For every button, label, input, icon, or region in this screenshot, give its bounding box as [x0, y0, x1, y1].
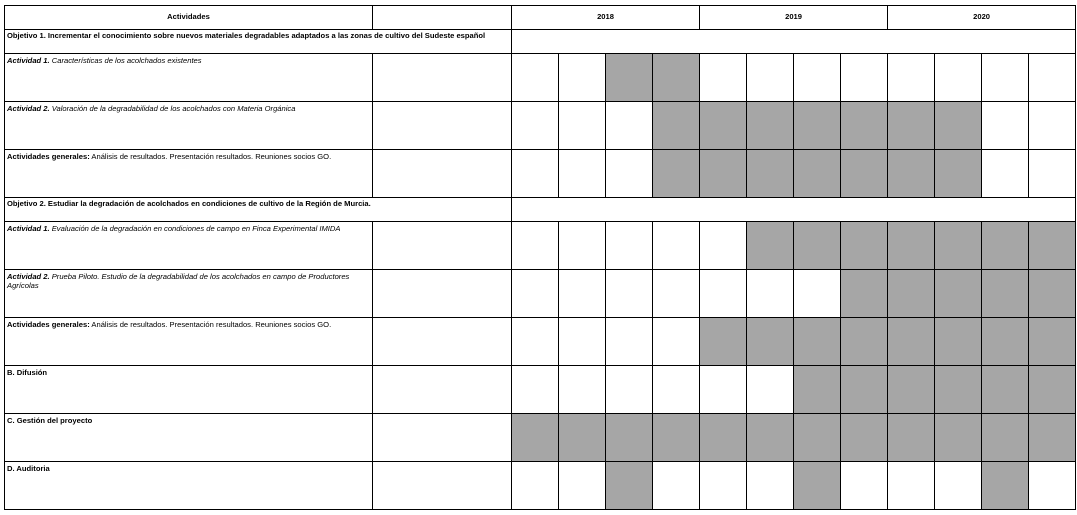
timeline-cell-empty: [1029, 462, 1076, 510]
timeline-cell-empty: [606, 270, 653, 318]
timeline-cell-filled: [794, 366, 841, 414]
activity-blank-cell: [373, 366, 512, 414]
activity-description: [5, 222, 373, 270]
timeline-cell-empty: [935, 54, 982, 102]
activity-text: Análisis de resultados. Presentación resultados. Reuniones socios GO.: [89, 320, 332, 329]
timeline-cell-empty: [888, 54, 935, 102]
timeline-cell-empty: [512, 102, 559, 150]
timeline-cell-filled: [888, 414, 935, 462]
activity-description: [5, 102, 373, 150]
timeline-cell-filled: [841, 318, 888, 366]
activity-label: B. Difusión: [7, 368, 48, 377]
timeline-cell-empty: [700, 462, 747, 510]
activity-blank-cell: [373, 150, 512, 198]
timeline-cell-filled: [606, 54, 653, 102]
timeline-cell-filled: [841, 414, 888, 462]
timeline-cell-filled: [559, 414, 606, 462]
activity-row: [5, 102, 1076, 150]
activity-label: Actividad 2.: [7, 104, 50, 113]
timeline-cell-empty: [606, 318, 653, 366]
activity-row: [5, 150, 1076, 198]
timeline-cell-empty: [747, 270, 794, 318]
timeline-cell-filled: [1029, 222, 1076, 270]
activity-row: [5, 414, 1076, 462]
activity-description: [5, 150, 373, 198]
timeline-cell-empty: [559, 222, 606, 270]
activity-blank-cell: [373, 102, 512, 150]
blank-header: [373, 6, 512, 30]
timeline-cell-filled: [1029, 270, 1076, 318]
timeline-cell-filled: [794, 102, 841, 150]
timeline-cell-empty: [1029, 54, 1076, 102]
activity-description: [5, 462, 373, 510]
timeline-cell-filled: [935, 270, 982, 318]
objective-title: Objetivo 1. Incrementar el conocimiento sobre nuevos materiales degradables adaptados a las zonas de cultivo del Sudeste español: [5, 30, 512, 54]
timeline-cell-empty: [888, 462, 935, 510]
timeline-cell-empty: [559, 270, 606, 318]
activity-row: [5, 270, 1076, 318]
activity-description: [5, 270, 373, 318]
timeline-cell-filled: [888, 366, 935, 414]
activity-blank-cell: [373, 462, 512, 510]
objective-title: Objetivo 2. Estudiar la degradación de acolchados en condiciones de cultivo de la Región de Murcia.: [5, 198, 512, 222]
timeline-cell-filled: [794, 150, 841, 198]
timeline-cell-filled: [935, 102, 982, 150]
timeline-cell-filled: [794, 414, 841, 462]
timeline-cell-filled: [700, 318, 747, 366]
timeline-cell-filled: [982, 318, 1029, 366]
timeline-cell-empty: [747, 54, 794, 102]
timeline-cell-empty: [512, 462, 559, 510]
timeline-cell-filled: [653, 102, 700, 150]
activity-blank-cell: [373, 222, 512, 270]
timeline-cell-filled: [982, 222, 1029, 270]
timeline-cell-filled: [841, 222, 888, 270]
timeline-cell-empty: [653, 222, 700, 270]
timeline-cell-filled: [935, 150, 982, 198]
timeline-cell-empty: [653, 270, 700, 318]
timeline-cell-empty: [841, 462, 888, 510]
timeline-cell-filled: [982, 462, 1029, 510]
activity-blank-cell: [373, 318, 512, 366]
timeline-cell-empty: [794, 54, 841, 102]
timeline-cell-filled: [747, 318, 794, 366]
timeline-cell-empty: [512, 54, 559, 102]
timeline-cell-empty: [982, 150, 1029, 198]
activity-description: [5, 366, 373, 414]
timeline-cell-empty: [512, 270, 559, 318]
timeline-cell-filled: [841, 150, 888, 198]
activity-description: [5, 54, 373, 102]
timeline-cell-filled: [982, 270, 1029, 318]
timeline-cell-empty: [700, 270, 747, 318]
timeline-cell-filled: [935, 318, 982, 366]
timeline-cell-filled: [935, 222, 982, 270]
timeline-cell-empty: [512, 222, 559, 270]
timeline-cell-empty: [606, 102, 653, 150]
activity-label: D. Auditoria: [7, 464, 50, 473]
timeline-cell-empty: [747, 366, 794, 414]
gantt-table: [4, 5, 1076, 510]
timeline-cell-filled: [512, 414, 559, 462]
activity-description: [5, 318, 373, 366]
activity-description: [5, 414, 373, 462]
timeline-cell-empty: [559, 366, 606, 414]
activity-text: Evaluación de la degradación en condiciones de campo en Finca Experimental IMIDA: [49, 224, 341, 233]
timeline-cell-filled: [747, 414, 794, 462]
year-header-2019: 2019: [700, 6, 888, 30]
activity-text: Análisis de resultados. Presentación resultados. Reuniones socios GO.: [89, 152, 332, 161]
timeline-cell-filled: [982, 366, 1029, 414]
timeline-cell-filled: [747, 222, 794, 270]
year-header-2020: 2020: [888, 6, 1076, 30]
activities-header: Actividades: [5, 6, 373, 30]
timeline-cell-filled: [888, 150, 935, 198]
timeline-cell-filled: [700, 150, 747, 198]
timeline-cell-empty: [700, 366, 747, 414]
activity-row: [5, 366, 1076, 414]
objective-row: [5, 198, 1076, 222]
timeline-cell-filled: [794, 222, 841, 270]
timeline-cell-empty: [653, 462, 700, 510]
activity-blank-cell: [373, 54, 512, 102]
objective-timeline-blank: [512, 198, 1076, 222]
timeline-cell-empty: [512, 318, 559, 366]
timeline-cell-filled: [1029, 414, 1076, 462]
activity-label: Actividad 1.: [7, 224, 50, 233]
year-header-2018: 2018: [512, 6, 700, 30]
activity-row: [5, 462, 1076, 510]
activity-text: Valoración de la degradabilidad de los acolchados con Materia Orgánica: [49, 104, 296, 113]
timeline-cell-empty: [700, 222, 747, 270]
timeline-cell-empty: [700, 54, 747, 102]
timeline-cell-empty: [653, 318, 700, 366]
timeline-cell-filled: [1029, 318, 1076, 366]
timeline-cell-filled: [653, 150, 700, 198]
timeline-cell-empty: [606, 150, 653, 198]
timeline-cell-filled: [747, 102, 794, 150]
objective-row: [5, 30, 1076, 54]
timeline-cell-empty: [559, 102, 606, 150]
activity-label: Actividad 1.: [7, 56, 50, 65]
activity-row: [5, 318, 1076, 366]
timeline-cell-filled: [794, 318, 841, 366]
timeline-cell-empty: [935, 462, 982, 510]
timeline-cell-filled: [747, 150, 794, 198]
timeline-cell-filled: [1029, 366, 1076, 414]
timeline-cell-empty: [982, 102, 1029, 150]
timeline-cell-empty: [606, 366, 653, 414]
timeline-cell-empty: [1029, 150, 1076, 198]
timeline-cell-empty: [559, 150, 606, 198]
timeline-cell-empty: [1029, 102, 1076, 150]
timeline-cell-filled: [982, 414, 1029, 462]
timeline-cell-empty: [559, 462, 606, 510]
timeline-cell-empty: [747, 462, 794, 510]
timeline-cell-filled: [888, 318, 935, 366]
timeline-cell-empty: [982, 54, 1029, 102]
activity-label: Actividades generales:: [7, 152, 90, 161]
timeline-cell-filled: [653, 414, 700, 462]
activity-text: Características de los acolchados existentes: [49, 56, 202, 65]
timeline-cell-empty: [794, 270, 841, 318]
timeline-cell-filled: [794, 462, 841, 510]
activity-label: C. Gestión del proyecto: [7, 416, 93, 425]
timeline-cell-filled: [888, 270, 935, 318]
timeline-cell-filled: [888, 102, 935, 150]
header-row: [5, 6, 1076, 30]
timeline-cell-filled: [653, 54, 700, 102]
activity-label: Actividad 2.: [7, 272, 50, 281]
timeline-cell-filled: [700, 414, 747, 462]
timeline-cell-filled: [935, 414, 982, 462]
timeline-cell-filled: [700, 102, 747, 150]
timeline-cell-filled: [841, 366, 888, 414]
timeline-cell-filled: [888, 222, 935, 270]
timeline-cell-empty: [559, 54, 606, 102]
activity-row: [5, 222, 1076, 270]
timeline-cell-empty: [512, 150, 559, 198]
timeline-cell-filled: [606, 462, 653, 510]
timeline-cell-filled: [841, 270, 888, 318]
timeline-cell-empty: [559, 318, 606, 366]
objective-timeline-blank: [512, 30, 1076, 54]
timeline-cell-filled: [841, 102, 888, 150]
activity-blank-cell: [373, 414, 512, 462]
timeline-cell-filled: [935, 366, 982, 414]
timeline-cell-empty: [653, 366, 700, 414]
activity-label: Actividades generales:: [7, 320, 90, 329]
timeline-cell-empty: [512, 366, 559, 414]
timeline-cell-empty: [606, 222, 653, 270]
timeline-cell-filled: [606, 414, 653, 462]
gantt-body: [5, 30, 1076, 510]
timeline-cell-empty: [841, 54, 888, 102]
activity-row: [5, 54, 1076, 102]
activity-blank-cell: [373, 270, 512, 318]
activity-text: Prueba Piloto. Estudio de la degradabilidad de los acolchados en campo de Productores Agrícolas: [7, 272, 350, 290]
